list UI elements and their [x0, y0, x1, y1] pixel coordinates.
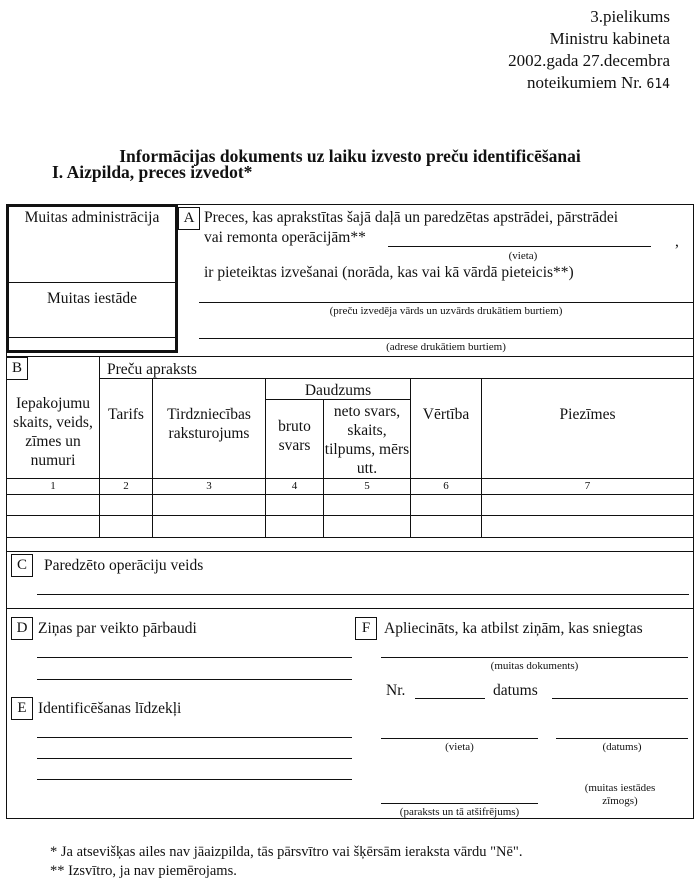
- col-line-1: [99, 356, 100, 537]
- box-f-place-caption: (vieta): [445, 741, 474, 753]
- box-f-date2-field: [556, 738, 688, 739]
- footnote-1: * Ja atsevišķas ailes nav jāaizpilda, tās pārsvītro vai šķērsām ieraksta vārdu "Nē".: [50, 844, 523, 860]
- box-a-comma: ,: [675, 233, 679, 250]
- box-a-line-1: Preces, kas aprakstītas šajā daļā un paredzētas apstrādei, pārstrādei: [204, 209, 619, 226]
- form-border-right: [693, 204, 694, 819]
- box-c-letter: C: [11, 554, 33, 577]
- col-value-header: Vērtība: [422, 406, 470, 423]
- col-number-7: 7: [584, 480, 591, 492]
- goods-description-header: Preču apraksts: [107, 361, 197, 378]
- box-f-nr-label: Nr.: [386, 682, 406, 699]
- customs-administration-label: Muitas administrācija: [24, 209, 160, 226]
- numbers-row-top: [6, 478, 694, 479]
- header-line-3: 2002.gada 27.decembra: [508, 51, 670, 70]
- box-e-letter: E: [11, 697, 33, 720]
- box-d-top-line: [6, 608, 694, 609]
- regulation-number: 614: [646, 77, 670, 92]
- box-b-top-line: [6, 356, 694, 357]
- quantity-bottom-line: [265, 399, 410, 400]
- box-f-document-field: [381, 657, 688, 658]
- box-d-letter: D: [11, 617, 33, 640]
- header-line-1: 3.pielikums: [590, 7, 670, 26]
- header-line-4: [508, 72, 670, 96]
- box-e-field-1: [37, 737, 352, 738]
- box-c-top-line: [6, 551, 694, 552]
- section-title: I. Aizpilda, preces izvedot*: [52, 162, 253, 182]
- box-d-label: Ziņas par veikto pārbaudi: [38, 620, 197, 637]
- col-line-2: [152, 378, 153, 537]
- box-d-field-1: [37, 657, 352, 658]
- col-gross-header: bruto svars: [278, 418, 311, 454]
- document-title: Informācijas dokuments uz laiku izvesto preču identificēšanai: [119, 146, 581, 166]
- box-f-date2-caption: (datums): [602, 741, 642, 753]
- box-e-label: Identificēšanas līdzekļi: [38, 700, 182, 717]
- box-f-nr-field: [415, 698, 485, 699]
- col-number-3: 3: [206, 480, 212, 492]
- box-a-line-2: vai remonta operācijām**: [204, 229, 366, 246]
- col-packages-header: Iepakojumu skaits, veids, zīmes un numuri: [13, 395, 93, 469]
- col-trade-header: Tirdzniecības raksturojums: [167, 406, 251, 442]
- table-row-line: [6, 515, 694, 516]
- table-bottom-line: [6, 537, 694, 538]
- box-a-place-caption: (vieta): [508, 250, 538, 262]
- customs-box-divider: [9, 282, 175, 283]
- box-a-exporter-caption: (preču izvedēja vārds un uzvārds drukātiem burtiem): [329, 305, 563, 317]
- box-f-date-field: [552, 698, 688, 699]
- box-c-label: Paredzēto operāciju veids: [44, 557, 204, 574]
- box-f-label: Apliecināts, ka atbilst ziņām, kas sniegtas: [384, 620, 643, 637]
- footnote-2: ** Izsvītro, ja nav piemērojams.: [50, 863, 237, 879]
- form-border-bottom: [6, 818, 694, 819]
- numbers-row-bottom: [6, 494, 694, 495]
- box-b-letter: B: [6, 357, 28, 380]
- box-a-letter: A: [178, 207, 200, 230]
- box-a-line-3: ir pieteiktas izvešanai (norāda, kas vai kā vārdā pieteicis**): [204, 264, 574, 281]
- col-number-4: 4: [291, 480, 298, 492]
- box-f-document-caption: (muitas dokuments): [490, 660, 579, 672]
- col-number-5: 5: [364, 480, 370, 492]
- customs-box-inner-line: [6, 337, 178, 338]
- box-f-stamp-caption: (muitas iestādes zīmogs): [584, 782, 656, 807]
- box-a-address-caption: (adrese drukātiem burtiem): [386, 341, 506, 353]
- box-a-address-field: [199, 338, 693, 339]
- box-f-date-label: datums: [493, 682, 538, 699]
- col-tariff-header: Tarifs: [108, 406, 144, 423]
- col-line-6: [481, 378, 482, 537]
- box-e-field-2: [37, 758, 352, 759]
- annex-header: [508, 6, 670, 96]
- header-line-2: Ministru kabineta: [549, 29, 670, 48]
- quantity-header: Daudzums: [304, 382, 372, 399]
- box-f-signature-field: [381, 803, 538, 804]
- subheader-line: [99, 378, 694, 379]
- col-notes-header: Piezīmes: [559, 406, 616, 423]
- box-c-field: [37, 594, 689, 595]
- col-number-2: 2: [123, 480, 129, 492]
- box-d-field-2: [37, 679, 352, 680]
- col-line-5: [410, 378, 411, 537]
- col-line-3: [265, 378, 266, 537]
- box-a-exporter-field: [199, 302, 693, 303]
- box-a-place-field: [388, 246, 651, 247]
- box-f-letter: F: [355, 617, 377, 640]
- col-net-header: neto svars, skaits, tilpums, mērs utt.: [324, 403, 410, 477]
- header-line-4-text: noteikumiem Nr.: [527, 73, 643, 92]
- box-e-field-3: [37, 779, 352, 780]
- col-number-1: 1: [50, 480, 56, 492]
- box-f-place-field: [381, 738, 538, 739]
- col-number-6: 6: [443, 480, 449, 492]
- customs-office-label: Muitas iestāde: [47, 290, 137, 307]
- box-f-signature-caption: (paraksts un tā atšifrējums): [399, 806, 520, 818]
